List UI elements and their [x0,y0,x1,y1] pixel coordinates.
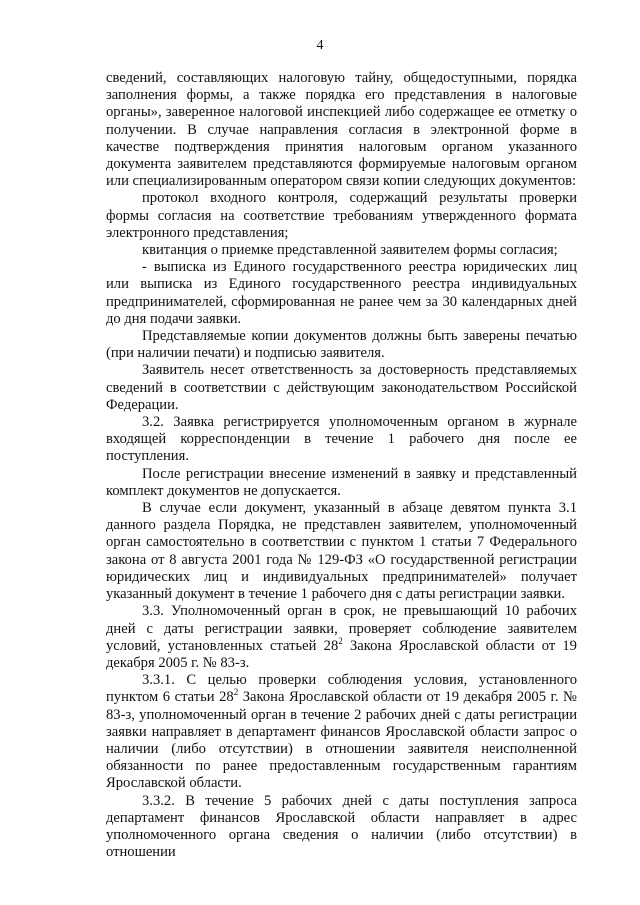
paragraph-2: протокол входного контроля, содержащий результаты проверки формы согласия на соответствие требованиям утвержденного формата электронного представления; [106,190,577,241]
paragraph-12: 3.3.2. В течение 5 рабочих дней с даты поступления запроса департамент финансов Ярославской области направляет в адрес уполномоченного органа сведения о наличии (либо отсутствии) в отношении [106,792,577,861]
page-number: 4 [316,38,324,53]
paragraph-7: 3.2. Заявка регистрируется уполномоченным органом в журнале входящей корреспонденции в течение 1 рабочего дня после ее поступления. [106,414,577,465]
paragraph-11 [106,672,577,792]
paragraph-9: В случае если документ, указанный в абзаце девятом пункта 3.1 данного раздела Порядка, не представлен заявителем, уполномоченный орган самостоятельно в соответствии с пунктом 1 статьи 7 Федерального закона от 8 августа 2001 года № 129-ФЗ «О государственной регистрации юридических лиц и индивидуальных предпринимателей» получает указанный документ в течение 1 рабочего дня с даты регистрации заявки. [106,500,577,603]
paragraph-11-text-after: Закона Ярославской области от 19 декабря 2005 г. № 83-з, уполномоченный орган в течение 2 рабочих дней с даты регистрации заявки направляет в департамент финансов Ярославской области запрос о наличии (либо отсутствии) в отношении заявителя неисполненной обязанности по ранее предоставленным государственным гарантиям Ярославской области. [106,689,577,792]
paragraph-11-text-before: 3.3.1. С целью проверки соблюдения условия, установленного пунктом 6 статьи 28 [106,672,577,706]
superscript: 2 [338,635,343,646]
document-body [106,70,577,861]
paragraph-1: сведений, составляющих налоговую тайну, общедоступными, порядка заполнения формы, а также порядка его представления в налоговые органы», заверенное налоговой инспекцией либо содержащее ее отметку о получении. В случае направления согласия в электронной форме в качестве подтверждения принятия налоговым органом указанного документа заявителем представляются формируемые налоговым органом или специализированным оператором связи копии следующих документов: [106,70,577,190]
superscript: 2 [233,687,239,698]
paragraph-10-text-before: 3.3. Уполномоченный орган в срок, не превышающий 10 рабочих дней с даты регистрации заявки, проверяет соблюдение заявителем условий, установленных статьей 28 [106,603,577,654]
paragraph-3: квитанция о приемке представленной заявителем формы согласия; [142,242,558,259]
paragraph-10-text-after: Закона Ярославской области от 19 декабря 2005 г. № 83-з. [106,637,577,671]
paragraph-6: Заявитель несет ответственность за достоверность представляемых сведений в соответствии с действующим законодательством Российской Федерации. [106,362,577,413]
paragraph-4: - выписка из Единого государственного реестра юридических лиц или выписка из Единого государственного реестра индивидуальных предпринимателей, сформированная не ранее чем за 30 календарных дней до дня подачи заявки. [106,259,577,327]
paragraph-10 [106,603,577,672]
paragraph-8: После регистрации внесение изменений в заявку и представленный комплект документов не допускается. [106,465,577,499]
paragraph-5: Представляемые копии документов должны быть заверены печатью (при наличии печати) и подписью заявителя. [106,328,577,362]
